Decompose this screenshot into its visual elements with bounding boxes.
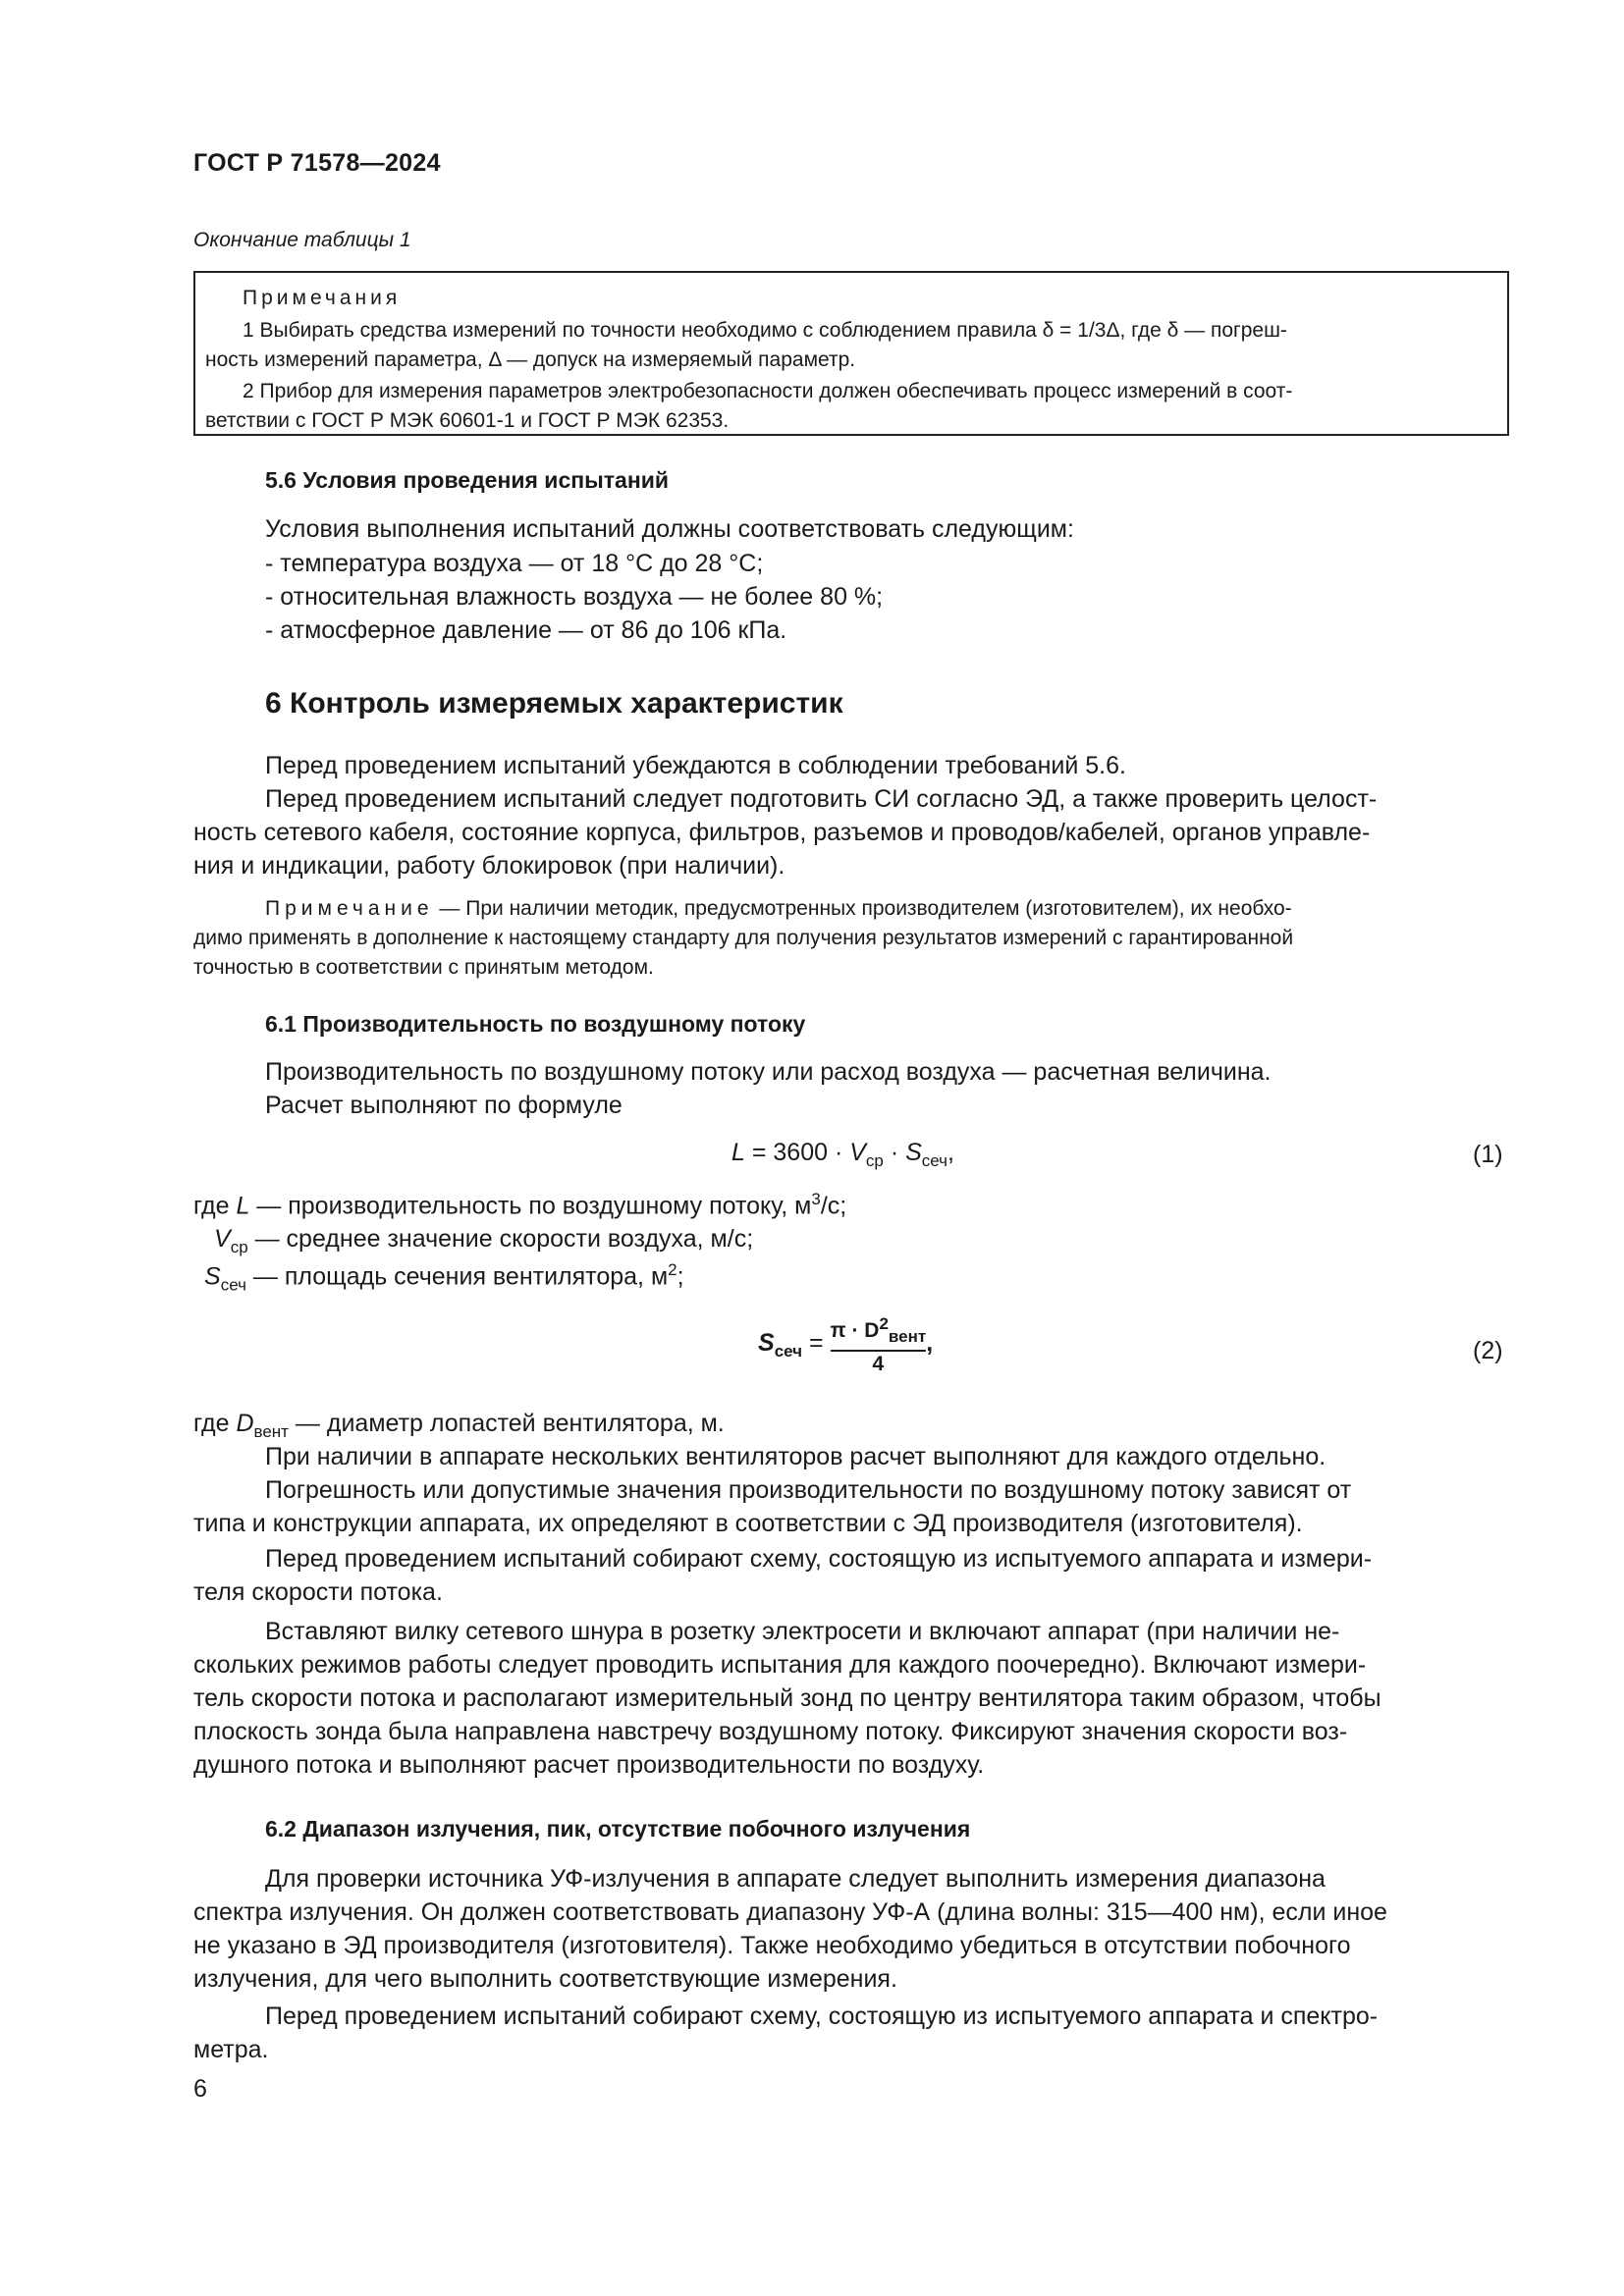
document-header: ГОСТ Р 71578—2024 — [193, 149, 441, 177]
section-6-1-para: Вставляют вилку сетевого шнура в розетку электросети и включают аппарат (при наличии не- — [265, 1618, 1340, 1645]
section-6-1-para: типа и конструкции аппарата, их определяют в соответствии с ЭД производителя (изготовителя). — [193, 1510, 1303, 1537]
note-1-line-2: ность измерений параметра, Δ — допуск на измеряемый параметр. — [205, 348, 856, 371]
section-6-1-para: теля скорости потока. — [193, 1578, 443, 1606]
section-6-heading: 6 Контроль измеряемых характеристик — [265, 687, 843, 720]
formula-1: $L = 3600 \cdot V_{ср} \cdot S_{сеч}$, — [731, 1139, 954, 1170]
section-6-para: ность сетевого кабеля, состояние корпуса, фильтров, разъемов и проводов/кабелей, органов управле- — [193, 819, 1371, 846]
section-6-para: Перед проведением испытаний убеждаются в соблюдении требований 5.6. — [265, 752, 1126, 779]
equation-number-2: (2) — [1473, 1337, 1503, 1364]
section-6-1-para: Перед проведением испытаний собирают схему, состоящую из испытуемого аппарата и измери- — [265, 1545, 1373, 1573]
fraction: $\frac{\pi \cdot D^2_{вент}}{4}$ — [830, 1314, 927, 1376]
section-6-1-para: скольких режимов работы следует проводить испытания для каждого поочередно). Включают измери- — [193, 1651, 1367, 1679]
where-V-line: $V_{ср}$ — среднее значение скорости воздуха, м/с; — [214, 1225, 754, 1256]
section-6-2-para: не указано в ЭД производителя (изготовителя). Также необходимо убедиться в отсутствии побочного — [193, 1932, 1351, 1959]
section-6-note-line-3: точностью в соответствии с принятым методом. — [193, 956, 654, 979]
section-6-1-para: Расчет выполняют по формуле — [265, 1092, 623, 1119]
section-6-2-para: спектра излучения. Он должен соответствовать диапазону УФ-А (длина волны: 315—400 нм), если иное — [193, 1898, 1387, 1926]
formula-2: $S_{сеч}$ = $\frac{\pi \cdot D^2_{вент}}{4}$ , — [758, 1314, 934, 1376]
notes-title: Примечания — [243, 287, 402, 309]
where-S-line: $S_{сеч}$ — площадь сечения вентилятора, $м^2$; — [204, 1260, 684, 1295]
note-2-line-2: ветствии с ГОСТ Р МЭК 60601-1 и ГОСТ Р МЭК 62353. — [205, 409, 730, 432]
section-6-2-para: метра. — [193, 2036, 269, 2063]
section-6-para: Перед проведением испытаний следует подготовить СИ согласно ЭД, а также проверить целост- — [265, 785, 1378, 813]
notes-box — [193, 271, 1509, 436]
section-6-1-para: Погрешность или допустимые значения производительности по воздушному потоку зависят от — [265, 1476, 1352, 1504]
section-5-6-heading: 5.6 Условия проведения испытаний — [265, 467, 670, 493]
section-6-1-para: Производительность по воздушному потоку или расход воздуха — расчетная величина. — [265, 1058, 1272, 1086]
where-D-line: где $D_{вент}$ — диаметр лопастей вентилятора, м. — [193, 1410, 725, 1441]
section-6-2-para: Для проверки источника УФ-излучения в аппарате следует выполнить измерения диапазона — [265, 1865, 1326, 1893]
section-6-1-para: душного потока и выполняют расчет производительности по воздуху. — [193, 1751, 985, 1779]
section-6-1-para: плоскость зонда была направлена навстречу воздушному потоку. Фиксируют значения скорости воз- — [193, 1718, 1348, 1745]
section-6-para: ния и индикации, работу блокировок (при наличии). — [193, 852, 785, 880]
condition-item: - атмосферное давление — от 86 до 106 кПа. — [265, 616, 787, 644]
condition-item: - температура воздуха — от 18 °С до 28 °С; — [265, 550, 764, 577]
note-1-line-1: 1 Выбирать средства измерений по точности необходимо с соблюдением правила δ = 1/3Δ, где δ — погреш- — [243, 319, 1287, 342]
section-6-note-line-1: Примечание — При наличии методик, предусмотренных производителем (изготовителем), их необхо- — [265, 897, 1292, 920]
page-number: 6 — [193, 2075, 207, 2103]
section-6-2-heading: 6.2 Диапазон излучения, пик, отсутствие побочного излучения — [265, 1816, 971, 1842]
note-2-line-1: 2 Прибор для измерения параметров электробезопасности должен обеспечивать процесс измерений в соот- — [243, 380, 1293, 402]
table-caption: Окончание таблицы 1 — [193, 229, 411, 251]
section-6-2-para: излучения, для чего выполнить соответствующие измерения. — [193, 1965, 897, 1993]
section-6-1-heading: 6.1 Производительность по воздушному потоку — [265, 1011, 806, 1037]
section-6-1-para: При наличии в аппарате нескольких вентиляторов расчет выполняют для каждого отдельно. — [265, 1443, 1326, 1470]
equation-number-1: (1) — [1473, 1141, 1503, 1168]
section-6-note-line-2: димо применять в дополнение к настоящему стандарту для получения результатов измерений с гарантированной — [193, 927, 1294, 949]
where-L-line: где L — производительность по воздушному потоку, $м^3/с$; — [193, 1190, 847, 1220]
note-label: Примечание — [265, 897, 434, 920]
section-5-6-intro: Условия выполнения испытаний должны соответствовать следующим: — [265, 515, 1074, 543]
condition-item: - относительная влажность воздуха — не более 80 %; — [265, 583, 884, 611]
section-6-2-para: Перед проведением испытаний собирают схему, состоящую из испытуемого аппарата и спектро- — [265, 2002, 1379, 2030]
section-6-1-para: тель скорости потока и располагают измерительный зонд по центру вентилятора таким образом, чтобы — [193, 1684, 1381, 1712]
